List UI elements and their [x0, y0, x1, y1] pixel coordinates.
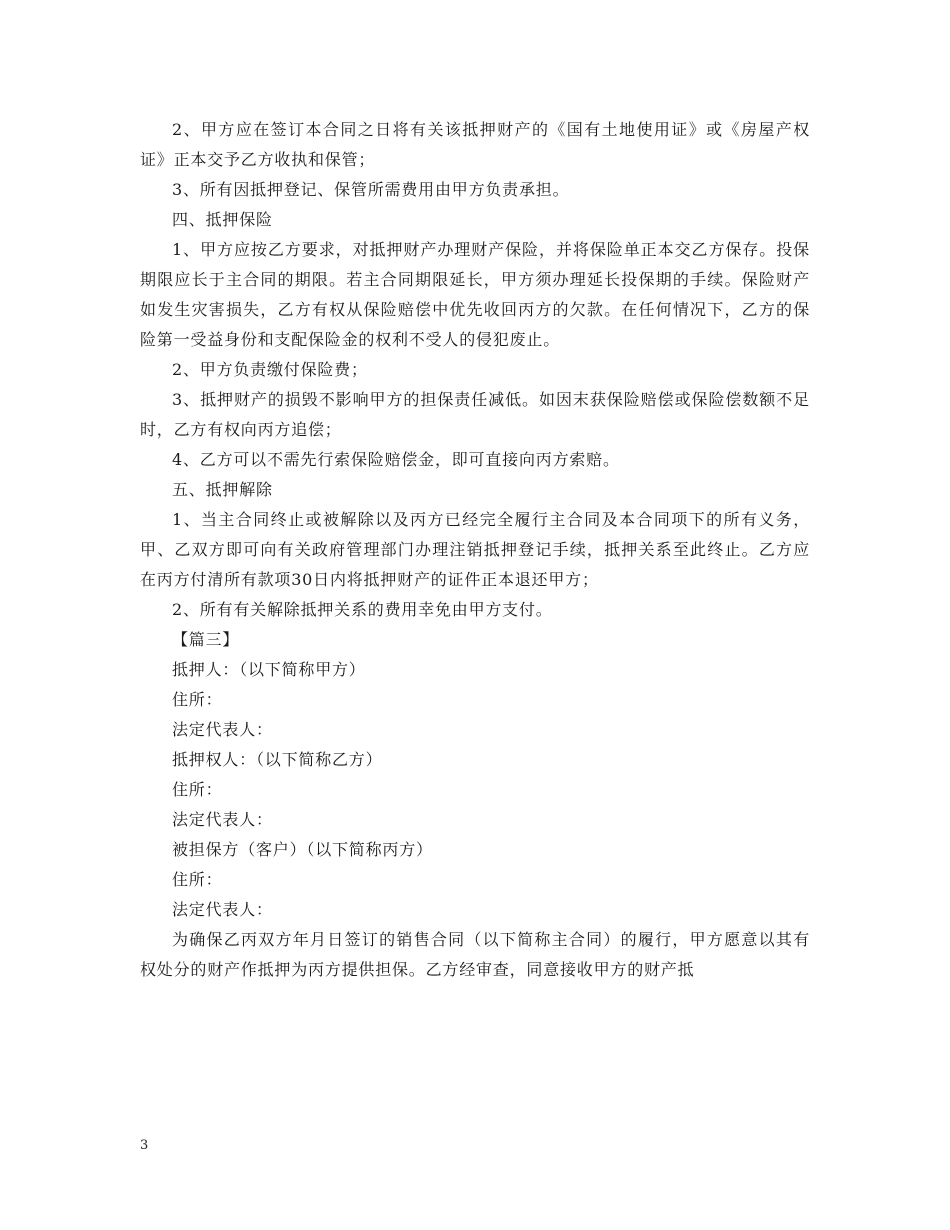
field-label: 抵押人：（以下简称甲方） — [172, 660, 366, 679]
paragraph: 3、所有因抵押登记、保管所需费用由甲方负责承担。 — [172, 180, 570, 199]
field-label: 住所： — [172, 780, 223, 799]
paragraph: 3、抵押财产的损毁不影响甲方的担保责任减低。如因末获保险赔偿或保险偿数额不足时，乙方有权向丙方追偿； — [140, 390, 810, 439]
field-label: 住所： — [172, 870, 223, 889]
field-label: 被担保方（客户）（以下简称丙方） — [172, 840, 433, 859]
document-body — [140, 115, 810, 985]
field-label: 抵押权人：（以下简称乙方） — [172, 750, 383, 769]
paragraph: 2、甲方负责缴付保险费； — [172, 360, 368, 379]
paragraph: 1、甲方应按乙方要求，对抵押财产办理财产保险，并将保险单正本交乙方保存。投保期限应长于主合同的期限。若主合同期限延长，甲方须办理延长投保期的手续。保险财产如发生灾害损失，乙方有权从保险赔偿中优先收回丙方的欠款。在任何情况下，乙方的保险第一受益身份和支配保险金的权利不受人的侵犯废止。 — [140, 240, 810, 349]
page-number: 3 — [140, 1138, 149, 1153]
paragraph: 4、乙方可以不需先行索保险赔偿金，即可直接向丙方索赔。 — [172, 450, 620, 469]
part-heading: 【篇三】 — [172, 630, 240, 649]
paragraph: 2、甲方应在签订本合同之日将有关该抵押财产的《国有土地使用证》或《房屋产权证》正本交予乙方收执和保管； — [140, 120, 810, 169]
section-heading: 四、抵押保险 — [172, 210, 273, 229]
section-heading: 五、抵押解除 — [172, 480, 273, 499]
field-label: 住所： — [172, 690, 223, 709]
field-label: 法定代表人： — [172, 720, 273, 739]
field-label: 法定代表人： — [172, 900, 273, 919]
paragraph: 2、所有有关解除抵押关系的费用幸免由甲方支付。 — [172, 600, 553, 619]
paragraph: 为确保乙丙双方年月日签订的销售合同（以下简称主合同）的履行，甲方愿意以其有权处分的财产作抵押为丙方提供担保。乙方经审查，同意接收甲方的财产抵 — [140, 930, 810, 979]
paragraph: 1、当主合同终止或被解除以及丙方已经完全履行主合同及本合同项下的所有义务，甲、乙双方即可向有关政府管理部门办理注销抵押登记手续，抵押关系至此终止。乙方应在丙方付清所有款项30日内将抵押财产的证件正本退还甲方； — [140, 510, 810, 589]
field-label: 法定代表人： — [172, 810, 273, 829]
